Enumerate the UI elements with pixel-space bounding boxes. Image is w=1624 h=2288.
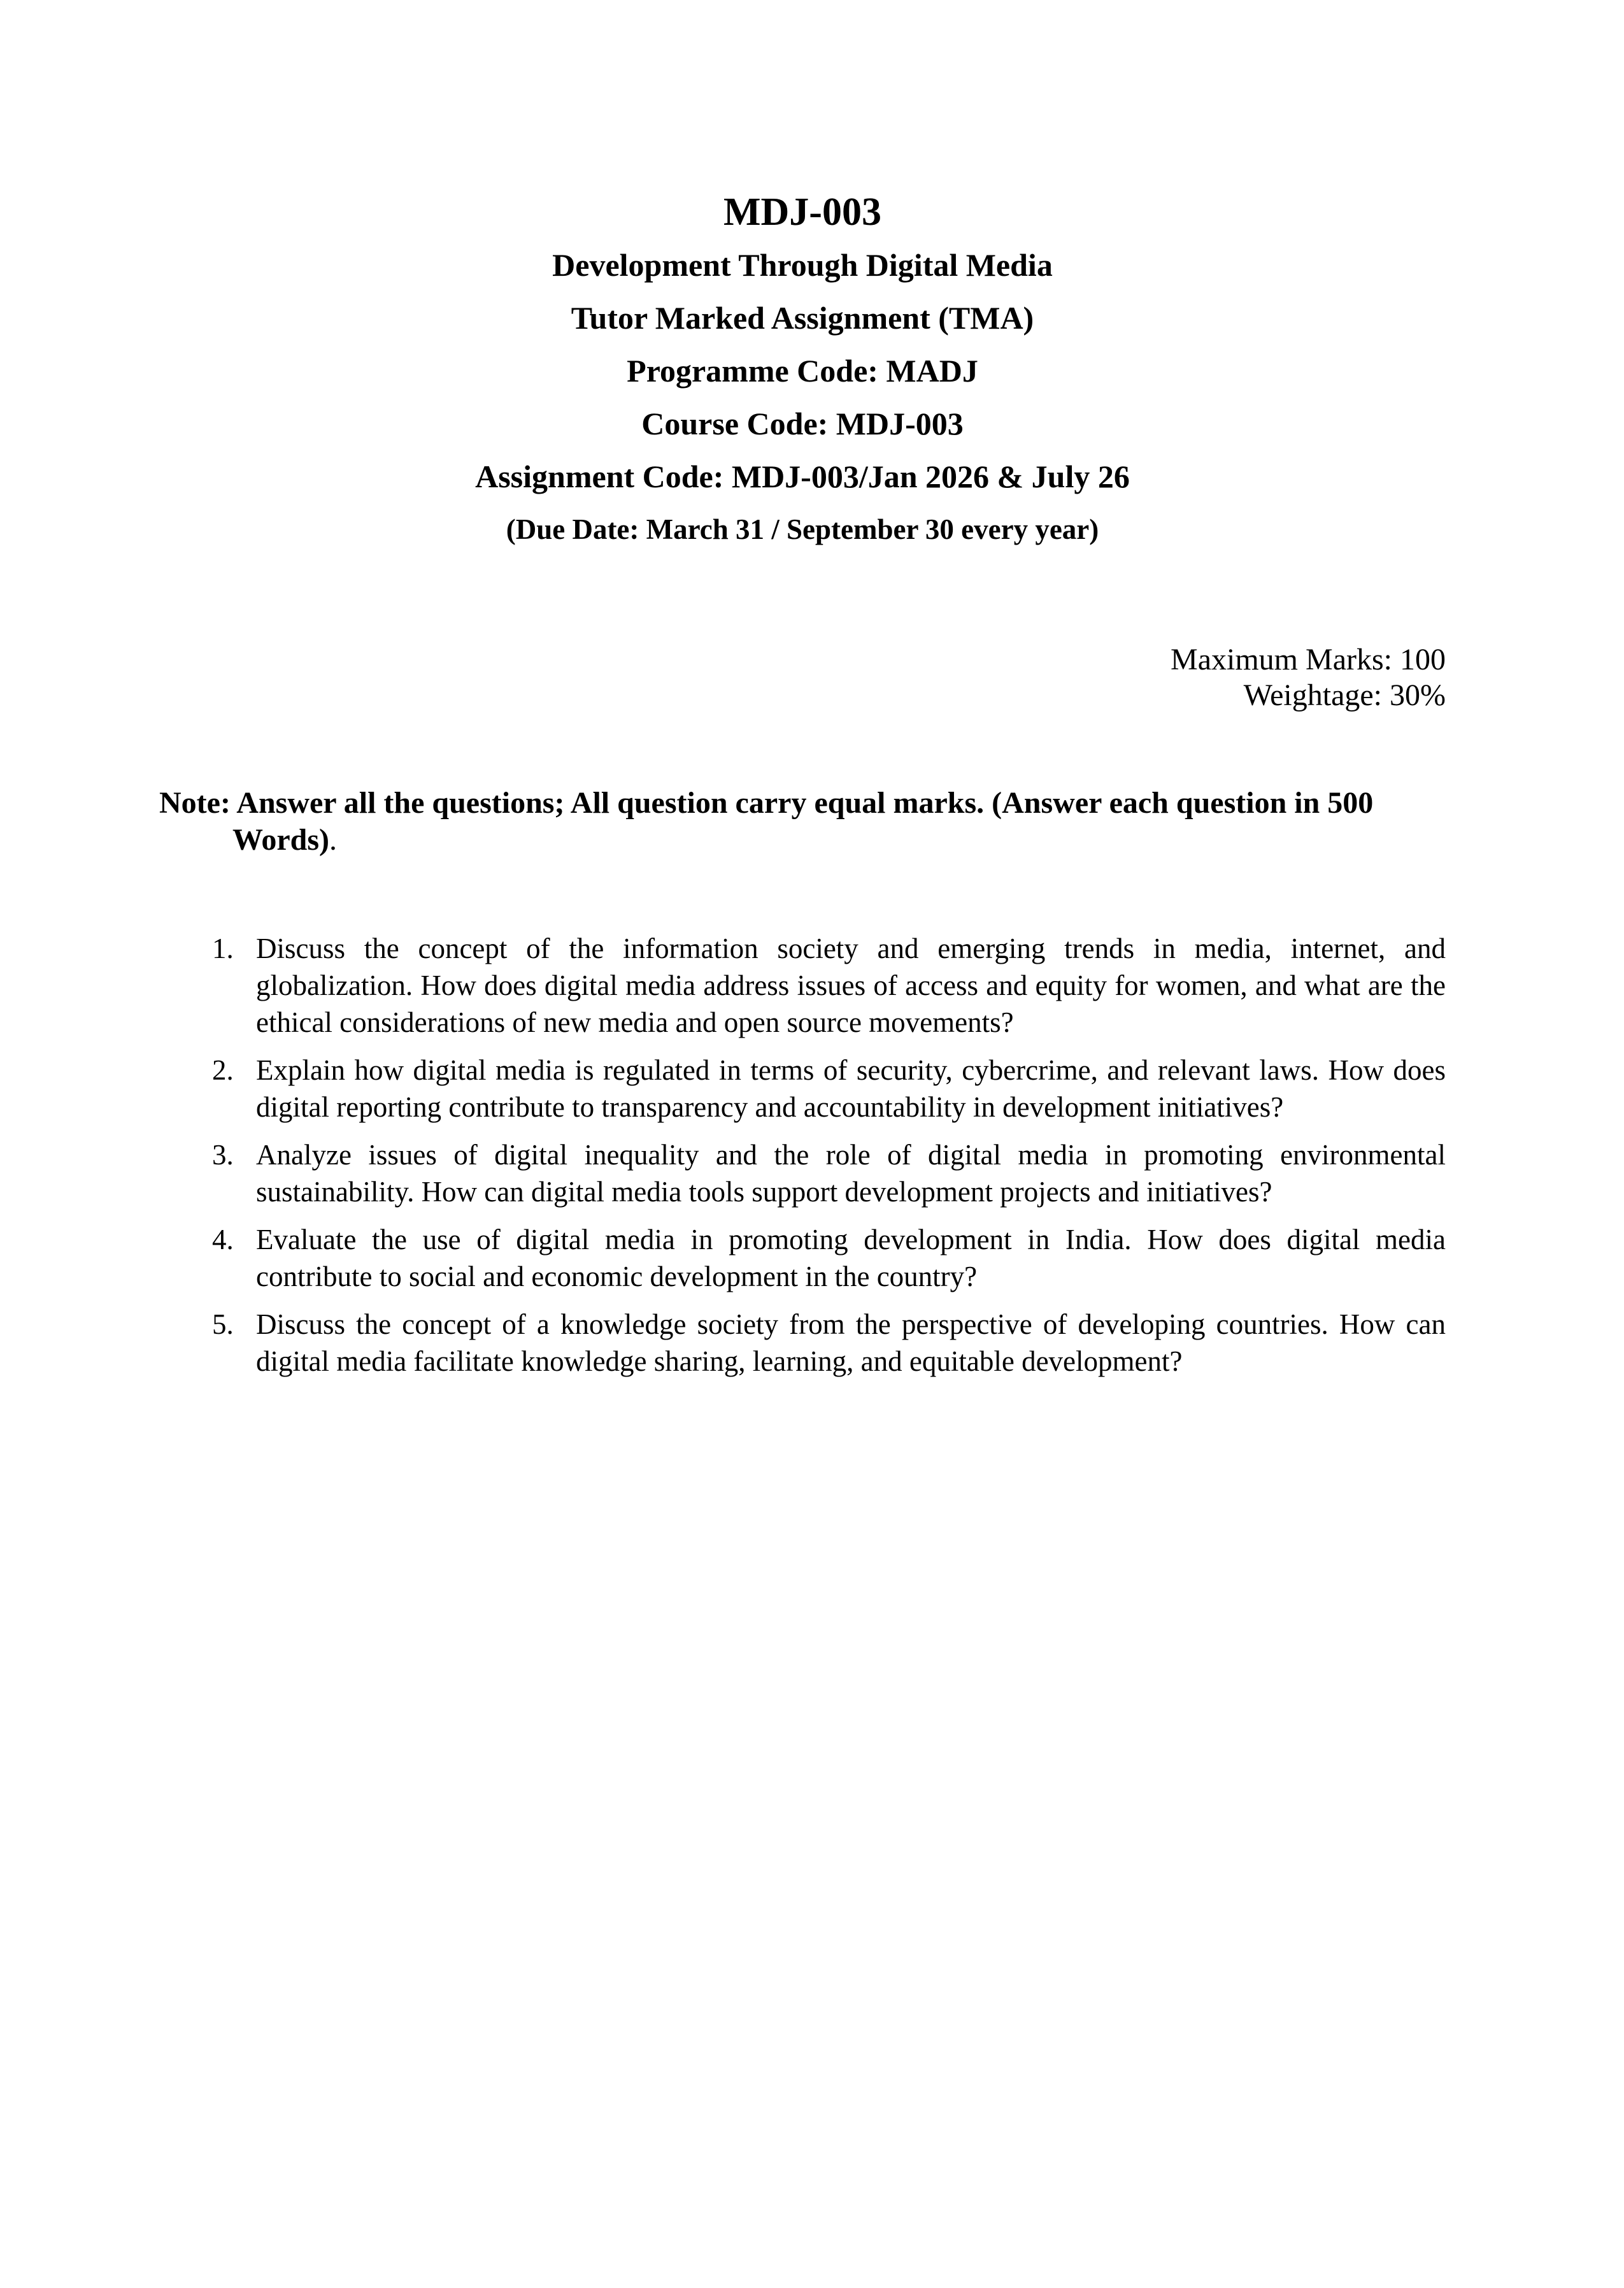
note xyxy=(159,785,1446,859)
question-item xyxy=(159,1136,1446,1210)
question-text: Analyze issues of digital inequality and the role of digital media in promoting environmental sustainability. How can digital media tools support development projects and initiatives? xyxy=(256,1139,1446,1208)
course-code-line: Course Code: MDJ-003 xyxy=(641,406,964,441)
question-number: 5. xyxy=(212,1308,234,1340)
note-bold-text: Note: Answer all the questions; All question carry equal marks. (Answer each question in 500 Words) xyxy=(159,786,1374,857)
note-suffix: . xyxy=(329,823,338,857)
question-item xyxy=(159,930,1446,1041)
weightage: Weightage: 30% xyxy=(1243,678,1446,712)
course-id-title: MDJ-003 xyxy=(723,190,881,234)
question-number: 4. xyxy=(212,1224,234,1255)
assignment-code-line: Assignment Code: MDJ-003/Jan 2026 & July 26 xyxy=(475,459,1130,494)
maximum-marks: Maximum Marks: 100 xyxy=(1171,643,1446,676)
question-item xyxy=(159,1221,1446,1295)
question-text: Discuss the concept of the information society and emerging trends in media, internet, and globalization. How does digital media address issues of access and equity for women, and what are the ethical considerations of new media and open source movements? xyxy=(256,933,1446,1038)
question-text: Evaluate the use of digital media in promoting development in India. How does digital media contribute to social and economic development in the country? xyxy=(256,1224,1446,1292)
questions-list xyxy=(159,930,1446,1380)
question-number: 2. xyxy=(212,1054,234,1086)
document-page xyxy=(0,186,1624,2288)
question-text: Discuss the concept of a knowledge society from the perspective of developing countries. How can digital media facilitate knowledge sharing, learning, and equitable development? xyxy=(256,1308,1446,1377)
question-number: 3. xyxy=(212,1139,234,1171)
due-date-line: (Due Date: March 31 / September 30 every year) xyxy=(506,513,1099,545)
question-item xyxy=(159,1052,1446,1126)
question-item xyxy=(159,1306,1446,1380)
programme-code-line: Programme Code: MADJ xyxy=(627,353,978,389)
question-number: 1. xyxy=(212,933,234,964)
assignment-type-line: Tutor Marked Assignment (TMA) xyxy=(571,300,1034,336)
question-text: Explain how digital media is regulated in terms of security, cybercrime, and relevant laws. How does digital reporting contribute to transparency and accountability in development initiatives? xyxy=(256,1054,1446,1123)
marks-block xyxy=(159,642,1446,713)
assignment-header xyxy=(159,186,1446,556)
course-name-line: Development Through Digital Media xyxy=(552,247,1053,283)
